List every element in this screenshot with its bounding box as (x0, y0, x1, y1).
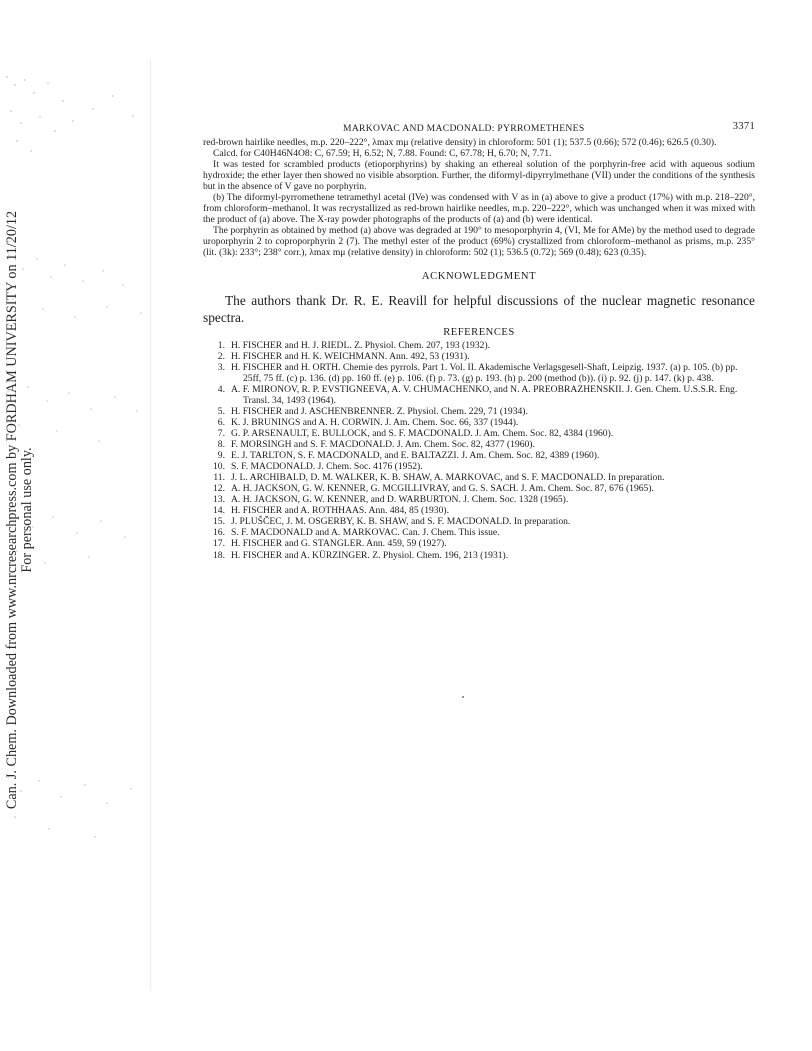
reference-text: E. J. TARLTON, S. F. MACDONALD, and E. BALTAZZI. J. Am. Chem. Soc. 82, 4389 (1960). (231, 450, 600, 462)
reference-text: F. MORSINGH and S. F. MACDONALD. J. Am. Chem. Soc. 82, 4377 (1960). (231, 439, 535, 451)
reference-text: H. FISCHER and H. ORTH. Chemie des pyrrols. Part 1. Vol. II. Akademische Verlagsgesell-Shaft, Leipzig. 1937. (a) p. 105. (b) pp. 25ff, 75 ff. (c) p. 136. (d) pp. 160 ff. (e) p. 106. (f) p. 73. (g) p. 193. (h) p. 200 (method (b)). (i) p. 92. (j) p. 147. (k) p. 438. (231, 361, 738, 384)
reference-item (203, 505, 755, 516)
reference-item (203, 550, 755, 561)
reference-item (203, 351, 755, 362)
reference-number: 10. (213, 461, 225, 473)
reference-text: G. P. ARSENAULT, E. BULLOCK, and S. F. MACDONALD. J. Am. Chem. Soc. 82, 4384 (1960). (231, 427, 614, 439)
reference-item (203, 516, 755, 527)
reference-item (203, 340, 755, 351)
reference-text: H. FISCHER and A. ROTHHAAS. Ann. 484, 85 (1930). (231, 505, 449, 517)
reference-item (203, 483, 755, 494)
reference-item (203, 450, 755, 461)
reference-number: 13. (213, 494, 225, 506)
acknowledgment-text: The authors thank Dr. R. E. Reavill for helpful discussions of the nuclear magnetic resonance spectra. (203, 292, 755, 325)
watermark-text (5, 211, 35, 809)
reference-number: 4. (217, 383, 225, 395)
reference-number: 6. (217, 416, 225, 428)
reference-item (203, 527, 755, 538)
reference-item (203, 428, 755, 439)
stray-mark (462, 696, 464, 698)
reference-number: 3. (217, 361, 225, 373)
reference-text: J. PLUŠČEC, J. M. OSGERBY, K. B. SHAW, and S. F. MACDONALD. In preparation. (231, 516, 571, 528)
watermark-line-2: For personal use only. (19, 447, 35, 573)
reference-number: 8. (217, 439, 225, 451)
reference-text: A. F. MIRONOV, R. P. EVSTIGNEEVA, A. V. CHUMACHENKO, and N. A. PREOBRAZHENSKII. J. Gen. Chem. U.S.S.R. Eng. Transl. 34, 1493 (1964). (231, 383, 738, 406)
reference-number: 16. (213, 527, 225, 539)
reference-text: H. FISCHER and A. KÜRZINGER. Z. Physiol. Chem. 196, 213 (1931). (231, 549, 509, 561)
references-heading: REFERENCES (443, 326, 515, 338)
reference-number: 17. (213, 538, 225, 550)
download-watermark (0, 210, 40, 810)
paragraph: Calcd. for C40H46N4O8: C, 67.59; H, 6.52; N, 7.88. Found: C, 67.78; H, 6.70; N, 7.71. (213, 148, 552, 160)
reference-item (203, 472, 755, 483)
reference-item (203, 362, 755, 384)
reference-item (203, 439, 755, 450)
reference-text: H. FISCHER and H. J. RIEDL. Z. Physiol. Chem. 207, 193 (1932). (231, 339, 491, 351)
reference-number: 12. (213, 483, 225, 495)
reference-item (203, 406, 755, 417)
reference-text: K. J. BRUNINGS and A. H. CORWIN. J. Am. Chem. Soc. 66, 337 (1944). (231, 416, 519, 428)
reference-number: 5. (217, 405, 225, 417)
reference-item (203, 538, 755, 549)
page-number: 3371 (732, 121, 755, 132)
reference-text: A. H. JACKSON, G. W. KENNER, and D. WARBURTON. J. Chem. Soc. 1328 (1965). (231, 494, 569, 506)
reference-text: J. L. ARCHIBALD, D. M. WALKER, K. B. SHAW, A. MARKOVAC, and S. F. MACDONALD. In preparation. (231, 472, 665, 484)
reference-item (203, 417, 755, 428)
reference-text: S. F. MACDONALD and A. MARKOVAC. Can. J. Chem. This issue. (231, 527, 500, 539)
reference-item (203, 461, 755, 472)
paragraph: The porphyrin as obtained by method (a) above was degraded at 190° to mesoporphyrin 4, (VI, Me for AMe) by the method used to degrade uroporphyrin 2 to coproporphyrin 2 (7). The methyl ester of the product (69%) crystallized from chloroform–methanol as prisms, m.p. 235° (lit. (3k): 233°; 238° corr.), λmax mμ (relative density) in chloroform: 502 (1); 536.5 (0.72); 569 (0.48); 623 (0.35). (203, 225, 755, 259)
reference-number: 2. (217, 350, 225, 362)
reference-number: 7. (217, 427, 225, 439)
reference-text: S. F. MACDONALD. J. Chem. Soc. 4176 (1952). (231, 461, 423, 473)
paragraph: red-brown hairlike needles, m.p. 220–222°, λmax mμ (relative density) in chloroform: 501 (1); 537.5 (0.66); 572 (0.46); 626.5 (0.30). (203, 137, 717, 148)
reference-item (203, 384, 755, 406)
journal-page (203, 121, 755, 561)
scan-speckle (2, 70, 152, 160)
reference-number: 11. (213, 472, 225, 484)
reference-item (203, 494, 755, 505)
reference-number: 14. (213, 505, 225, 517)
watermark-line-1: Can. J. Chem. Downloaded from www.nrcresearchpress.com by FORDHAM UNIVERSITY on 11/20/12 (4, 210, 20, 810)
reference-list (203, 340, 755, 561)
acknowledgment-heading: ACKNOWLEDGMENT (421, 270, 537, 282)
paragraph: (b) The diformyl-pyrromethene tetramethyl acetal (IVe) was condensed with V as in (a) above to give a product (17%) with m.p. 218–220°, from chloroform–methanol. It was recrystallized as red-brown hairlike needles, m.p. 220–222°, which was unchanged when it was mixed with the product of (a) above. The X-ray powder photographs of the products of (a) and (b) were identical. (203, 192, 755, 226)
reference-number: 9. (217, 450, 225, 462)
reference-number: 18. (213, 549, 225, 561)
running-header (203, 121, 755, 137)
experimental-text (203, 137, 755, 259)
reference-number: 1. (217, 339, 225, 351)
reference-text: H. FISCHER and J. ASCHENBRENNER. Z. Physiol. Chem. 229, 71 (1934). (231, 405, 528, 417)
reference-text: A. H. JACKSON, G. W. KENNER, G. MCGILLIVRAY, and G. S. SACH. J. Am. Chem. Soc. 87, 676 (1965). (231, 483, 654, 495)
reference-text: H. FISCHER and H. K. WEICHMANN. Ann. 492, 53 (1931). (231, 350, 470, 362)
running-title: MARKOVAC AND MACDONALD: PYRROMETHENES (343, 123, 585, 134)
reference-text: H. FISCHER and G. STANGLER. Ann. 459, 59 (1927). (231, 538, 447, 550)
scan-edge-line (150, 60, 151, 990)
paragraph: It was tested for scrambled products (etioporphyrins) by shaking an ethereal solution of the porphyrin-free acid with aqueous sodium hydroxide; the ether layer then showed no visible absorption. Further, the diformyl-dipyrrylmethane (VII) under the conditions of the synthesis but in the absence of V gave no porphyrin. (203, 159, 755, 193)
reference-number: 15. (213, 516, 225, 528)
